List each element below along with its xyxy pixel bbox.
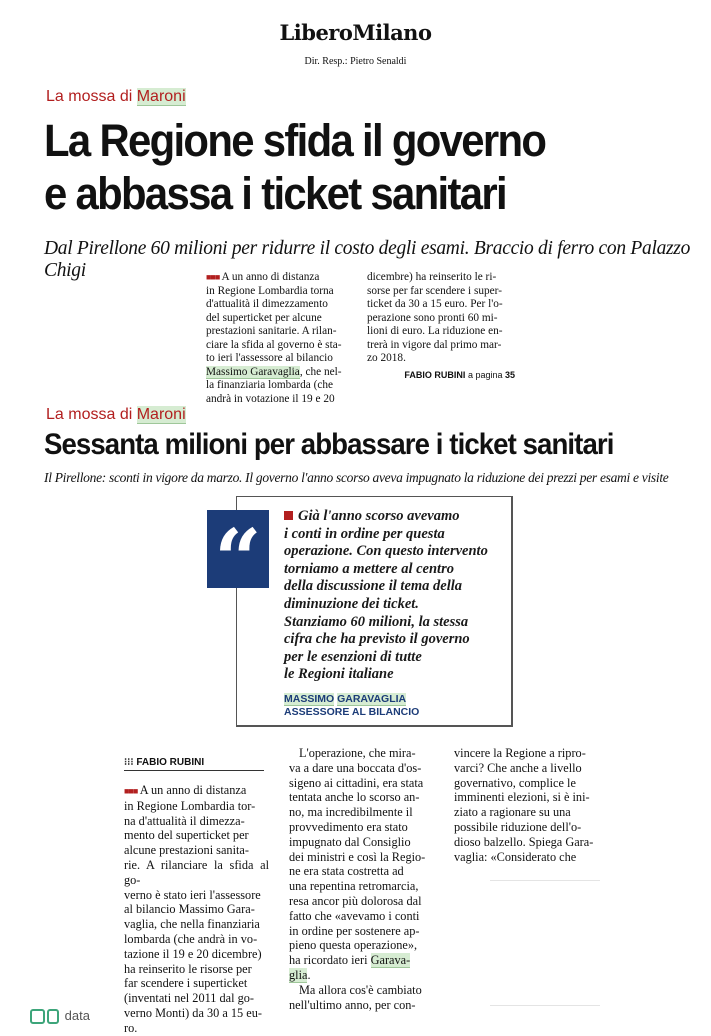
- teaser-line: to ieri l'assessore al bilancio: [206, 352, 333, 364]
- body-line: resa ancor più dolorosa dal: [289, 893, 422, 908]
- body-line: al bilancio Massimo Gara-: [124, 902, 255, 917]
- masthead-logo: LiberoMilano: [279, 20, 432, 45]
- body-line: una repentina retromarcia,: [289, 879, 419, 894]
- body-line: alcune prestazioni sanita-: [124, 843, 249, 858]
- kicker-prefix: La mossa di: [46, 406, 137, 423]
- body-line: provvedimento era stato: [289, 819, 408, 834]
- headline-1: [44, 114, 639, 220]
- teaser-line: d'attualità il dimezzamento: [206, 298, 328, 310]
- body-line: glia.: [289, 967, 311, 982]
- body-line: ha ricordato ieri Garava-: [289, 953, 411, 968]
- body-line: in Regione Lombardia tor-: [124, 798, 256, 813]
- body-line: varci? Che anche a livello: [454, 760, 582, 775]
- kicker-prefix: La mossa di: [46, 88, 137, 105]
- body-line: pieno questa operazione»,: [289, 938, 418, 953]
- quote-line: torniamo a mettere al centro: [284, 560, 454, 577]
- teaser-byline: FABIO RUBINI a pagina 35: [404, 369, 515, 380]
- body-line: ■■■ A un anno di distanza: [124, 783, 247, 797]
- body-line: dioso balzello. Spiega Gara-: [454, 834, 594, 849]
- teaser-line: zo 2018.: [367, 352, 406, 364]
- quote-line: Già l'anno scorso avevamo: [284, 508, 498, 526]
- body-line: Ma allora cos'è cambiato: [299, 982, 422, 997]
- body-line: verno Monti) da 30 a 15 eu-: [124, 1005, 262, 1020]
- body-line: ziato a ragionare su una: [454, 805, 571, 820]
- body-line: in ordine per sostenere ap-: [289, 923, 420, 938]
- body-column-3: [454, 746, 599, 864]
- kicker-1: [46, 88, 186, 106]
- body-line: ro.: [124, 1020, 138, 1035]
- body-line: na d'attualità il dimezza-: [124, 813, 245, 828]
- teaser-line: trerà in vigore dal primo mar-: [367, 338, 502, 351]
- kicker-name: Maroni: [136, 88, 186, 105]
- subheadline-1: Dal Pirellone 60 milioni per ridurre il costo degli esami. Braccio di ferro con Palazzo Chigi: [44, 238, 691, 281]
- teaser-line: la finanziaria lombarda (che: [206, 379, 334, 391]
- teaser-line: prestazioni sanitarie. A rilan-: [206, 325, 337, 337]
- body-line: ha reinserito le risorse per: [124, 961, 252, 976]
- body-line: no, ma incredibilmente il: [289, 805, 413, 820]
- body-line: governativo, complice le: [454, 775, 576, 790]
- body-line: verno è stato ieri l'assessore: [124, 887, 261, 902]
- body-line: vaglia, che nella finanziaria: [124, 917, 260, 932]
- section-squares-icon: ■■■: [206, 272, 220, 282]
- kicker-name: Maroni: [136, 406, 186, 423]
- headline-1-line-1: La Regione sfida il governo: [44, 115, 546, 166]
- teaser-line: sorse per far scendere i super-: [367, 284, 502, 297]
- footer-brand: data: [30, 1008, 90, 1024]
- body-line: L'operazione, che mira-: [299, 746, 416, 760]
- kicker-2: [46, 406, 186, 424]
- name-highlight: Massimo Garavaglia: [206, 365, 300, 378]
- quote-line: i conti in ordine per questa: [284, 525, 445, 542]
- quote-line: della discussione il tema della: [284, 578, 463, 595]
- quote-line: cifra che ha previsto il governo: [284, 631, 470, 648]
- body-line: tentata anche lo scorso an-: [289, 790, 420, 805]
- body-line: imminenti elezioni, si è ini-: [454, 790, 590, 805]
- body-line: mento del superticket per: [124, 828, 249, 843]
- quote-author-role: ASSESSORE AL BILANCIO: [284, 706, 420, 718]
- name-highlight: glia: [289, 967, 308, 982]
- teaser-line: Massimo Garavaglia, che nel-: [206, 365, 342, 378]
- quote-text: [284, 508, 498, 684]
- body-line: dei ministri e così la Regio-: [289, 849, 426, 864]
- teaser-line: ■■■ A un anno di distanza: [206, 271, 320, 283]
- teaser-line: del superticket per alcune: [206, 311, 322, 324]
- quote-line: operazione. Con questo intervento: [284, 543, 488, 560]
- quote-mark-icon: “: [207, 510, 269, 588]
- quote-line: Stanziamo 60 milioni, la stessa: [284, 613, 469, 630]
- teaser-line: ticket da 30 a 15 euro. Per l'o-: [367, 298, 503, 310]
- article-byline: ⁝⁝⁝ FABIO RUBINI: [124, 757, 264, 771]
- body-line: tazione il 19 e 20 dicembre): [124, 946, 262, 961]
- body-line: fatto che «avevamo i conti: [289, 908, 420, 923]
- body-line: nell'ultimo anno, per con-: [289, 997, 416, 1012]
- quote-line: per le esenzioni di tutte: [284, 648, 422, 665]
- headline-2: Sessanta milioni per abbassare i ticket sanitari: [44, 428, 614, 461]
- quote-line: diminuzione dei ticket.: [284, 595, 419, 612]
- teaser-line: perazione sono pronti 60 mi-: [367, 311, 498, 324]
- divider: [490, 1005, 600, 1006]
- body-line: impugnato dal Consiglio: [289, 834, 411, 849]
- headline-1-line-2: e abbassa i ticket sanitari: [44, 168, 506, 219]
- director-line: Dir. Resp.: Pietro Senaldi: [304, 56, 407, 67]
- teaser-line: ciare la sfida al governo è sta-: [206, 338, 342, 351]
- divider: [490, 880, 600, 881]
- quote-line: le Regioni italiane: [284, 666, 394, 683]
- teaser-column-2: [367, 271, 515, 382]
- body-line: vaglia: «Considerato che: [454, 849, 577, 864]
- teaser-line: in Regione Lombardia torna: [206, 284, 334, 297]
- teaser-line: lioni di euro. La riduzione en-: [367, 325, 503, 337]
- quote-square-icon: [284, 511, 293, 520]
- body-line: (inventati nel 2011 dal go-: [124, 991, 254, 1006]
- quote-author: MASSIMO GARAVAGLIA: [284, 693, 407, 705]
- body-line: far scendere i superticket: [124, 976, 248, 991]
- body-column-2: [289, 746, 434, 1012]
- body-line: sigeno ai cittadini, era stata: [289, 775, 424, 790]
- body-line: ne era stata costretta ad: [289, 864, 404, 879]
- body-line: va a dare una boccata d'os-: [289, 760, 422, 775]
- body-column-1: [124, 783, 269, 1036]
- teaser-column-1: [206, 271, 361, 406]
- teaser-line: andrà in votazione il 19 e 20: [206, 392, 335, 405]
- body-line: vincere la Regione a ripro-: [454, 746, 586, 760]
- body-line: possibile riduzione dell'o-: [454, 819, 582, 834]
- body-line: rie. A rilanciare la sfida al go-: [124, 857, 269, 887]
- subheadline-2: Il Pirellone: sconti in vigore da marzo. Il governo l'anno scorso aveva impugnato la riduzione dei prezzi per esami e visite: [44, 470, 669, 485]
- brand-logo-icon: [47, 1009, 59, 1024]
- teaser-line: dicembre) ha reinserito le ri-: [367, 271, 497, 283]
- name-highlight: Garava-: [370, 953, 411, 968]
- body-line: lombarda (che andrà in vo-: [124, 931, 258, 946]
- brand-logo-icon: [30, 1009, 45, 1024]
- section-squares-icon: ■■■: [124, 786, 138, 796]
